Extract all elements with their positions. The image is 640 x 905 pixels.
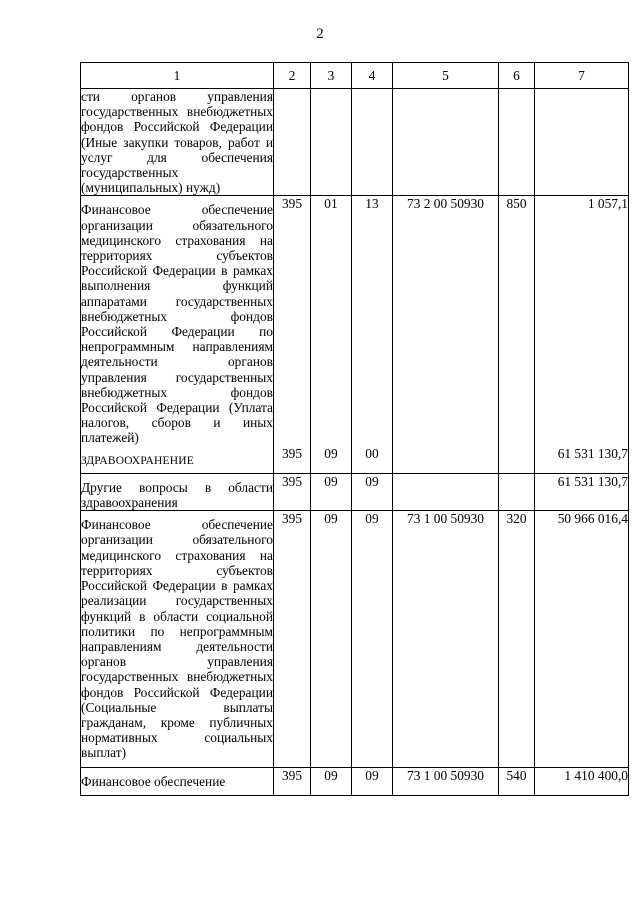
row-admin-code: 395: [274, 511, 311, 767]
row-section: 09: [311, 446, 352, 474]
row-expense-type: [499, 89, 535, 196]
row-section: [311, 89, 352, 196]
row-target-article: 73 1 00 50930: [393, 767, 499, 795]
row-subsection: 09: [352, 511, 393, 767]
header-col-4: 4: [352, 63, 393, 89]
row-amount: 61 531 130,7: [535, 446, 629, 474]
row-description: ЗДРАВООХРАНЕНИЕ: [81, 446, 274, 474]
row-subsection: 13: [352, 196, 393, 446]
row-admin-code: 395: [274, 767, 311, 795]
table-row: [81, 473, 629, 510]
row-description: Финансовое обеспечение организации обязательного медицинского страхования на территориях субъектов Российской Федерации в рамках реализации государственных функций в области социальной политики по непрограммным направлениям деятельности органов управления государственных внебюджетных фондов Российской Федерации (Социальные выплаты гражданам, кроме публичных нормативных социальных выплат): [81, 511, 274, 767]
row-description: Финансовое обеспечение организации обязательного медицинского страхования на территориях субъектов Российской Федерации в рамках выполнения функций аппаратами государственных внебюджетных фондов Российской Федерации по непрограммным направлениям деятельности органов управления государственных внебюджетных фондов Российской Федерации (Уплата налогов, сборов и иных платежей): [81, 196, 274, 446]
page-number: 2: [316, 26, 324, 42]
row-amount: 1 057,1: [535, 196, 629, 446]
row-target-article: 73 2 00 50930: [393, 196, 499, 446]
row-admin-code: 395: [274, 196, 311, 446]
row-target-article: [393, 446, 499, 474]
budget-table: [80, 62, 629, 796]
table-row: [81, 89, 629, 196]
row-target-article: [393, 473, 499, 510]
header-col-5: 5: [393, 63, 499, 89]
row-expense-type: 540: [499, 767, 535, 795]
row-subsection: [352, 89, 393, 196]
table-row: [81, 767, 629, 795]
row-expense-type: 320: [499, 511, 535, 767]
row-section: 09: [311, 511, 352, 767]
row-amount: 50 966 016,4: [535, 511, 629, 767]
header-col-6: 6: [499, 63, 535, 89]
row-section: 09: [311, 767, 352, 795]
row-amount: 1 410 400,0: [535, 767, 629, 795]
row-description: Финансовое обеспечение: [81, 767, 274, 795]
row-admin-code: 395: [274, 446, 311, 474]
row-target-article: 73 1 00 50930: [393, 511, 499, 767]
row-target-article: [393, 89, 499, 196]
row-subsection: 09: [352, 473, 393, 510]
row-admin-code: [274, 89, 311, 196]
row-description: Другие вопросы в области здравоохранения: [81, 473, 274, 510]
row-expense-type: [499, 473, 535, 510]
table-row: [81, 511, 629, 767]
row-description: сти органов управления государственных внебюджетных фондов Российской Федерации (Иные закупки товаров, работ и услуг для обеспечения государственных (муниципальных) нужд): [81, 89, 273, 196]
table-row: [81, 196, 629, 446]
row-section: 01: [311, 196, 352, 446]
header-col-1: 1: [81, 63, 274, 89]
row-expense-type: [499, 446, 535, 474]
row-subsection: 09: [352, 767, 393, 795]
row-amount: [535, 89, 629, 196]
table-row: [81, 446, 629, 474]
table-header-row: [81, 63, 629, 89]
header-col-3: 3: [311, 63, 352, 89]
row-section: 09: [311, 473, 352, 510]
row-expense-type: 850: [499, 196, 535, 446]
row-subsection: 00: [352, 446, 393, 474]
header-col-2: 2: [274, 63, 311, 89]
header-col-7: 7: [535, 63, 629, 89]
row-admin-code: 395: [274, 473, 311, 510]
row-amount: 61 531 130,7: [535, 473, 629, 510]
